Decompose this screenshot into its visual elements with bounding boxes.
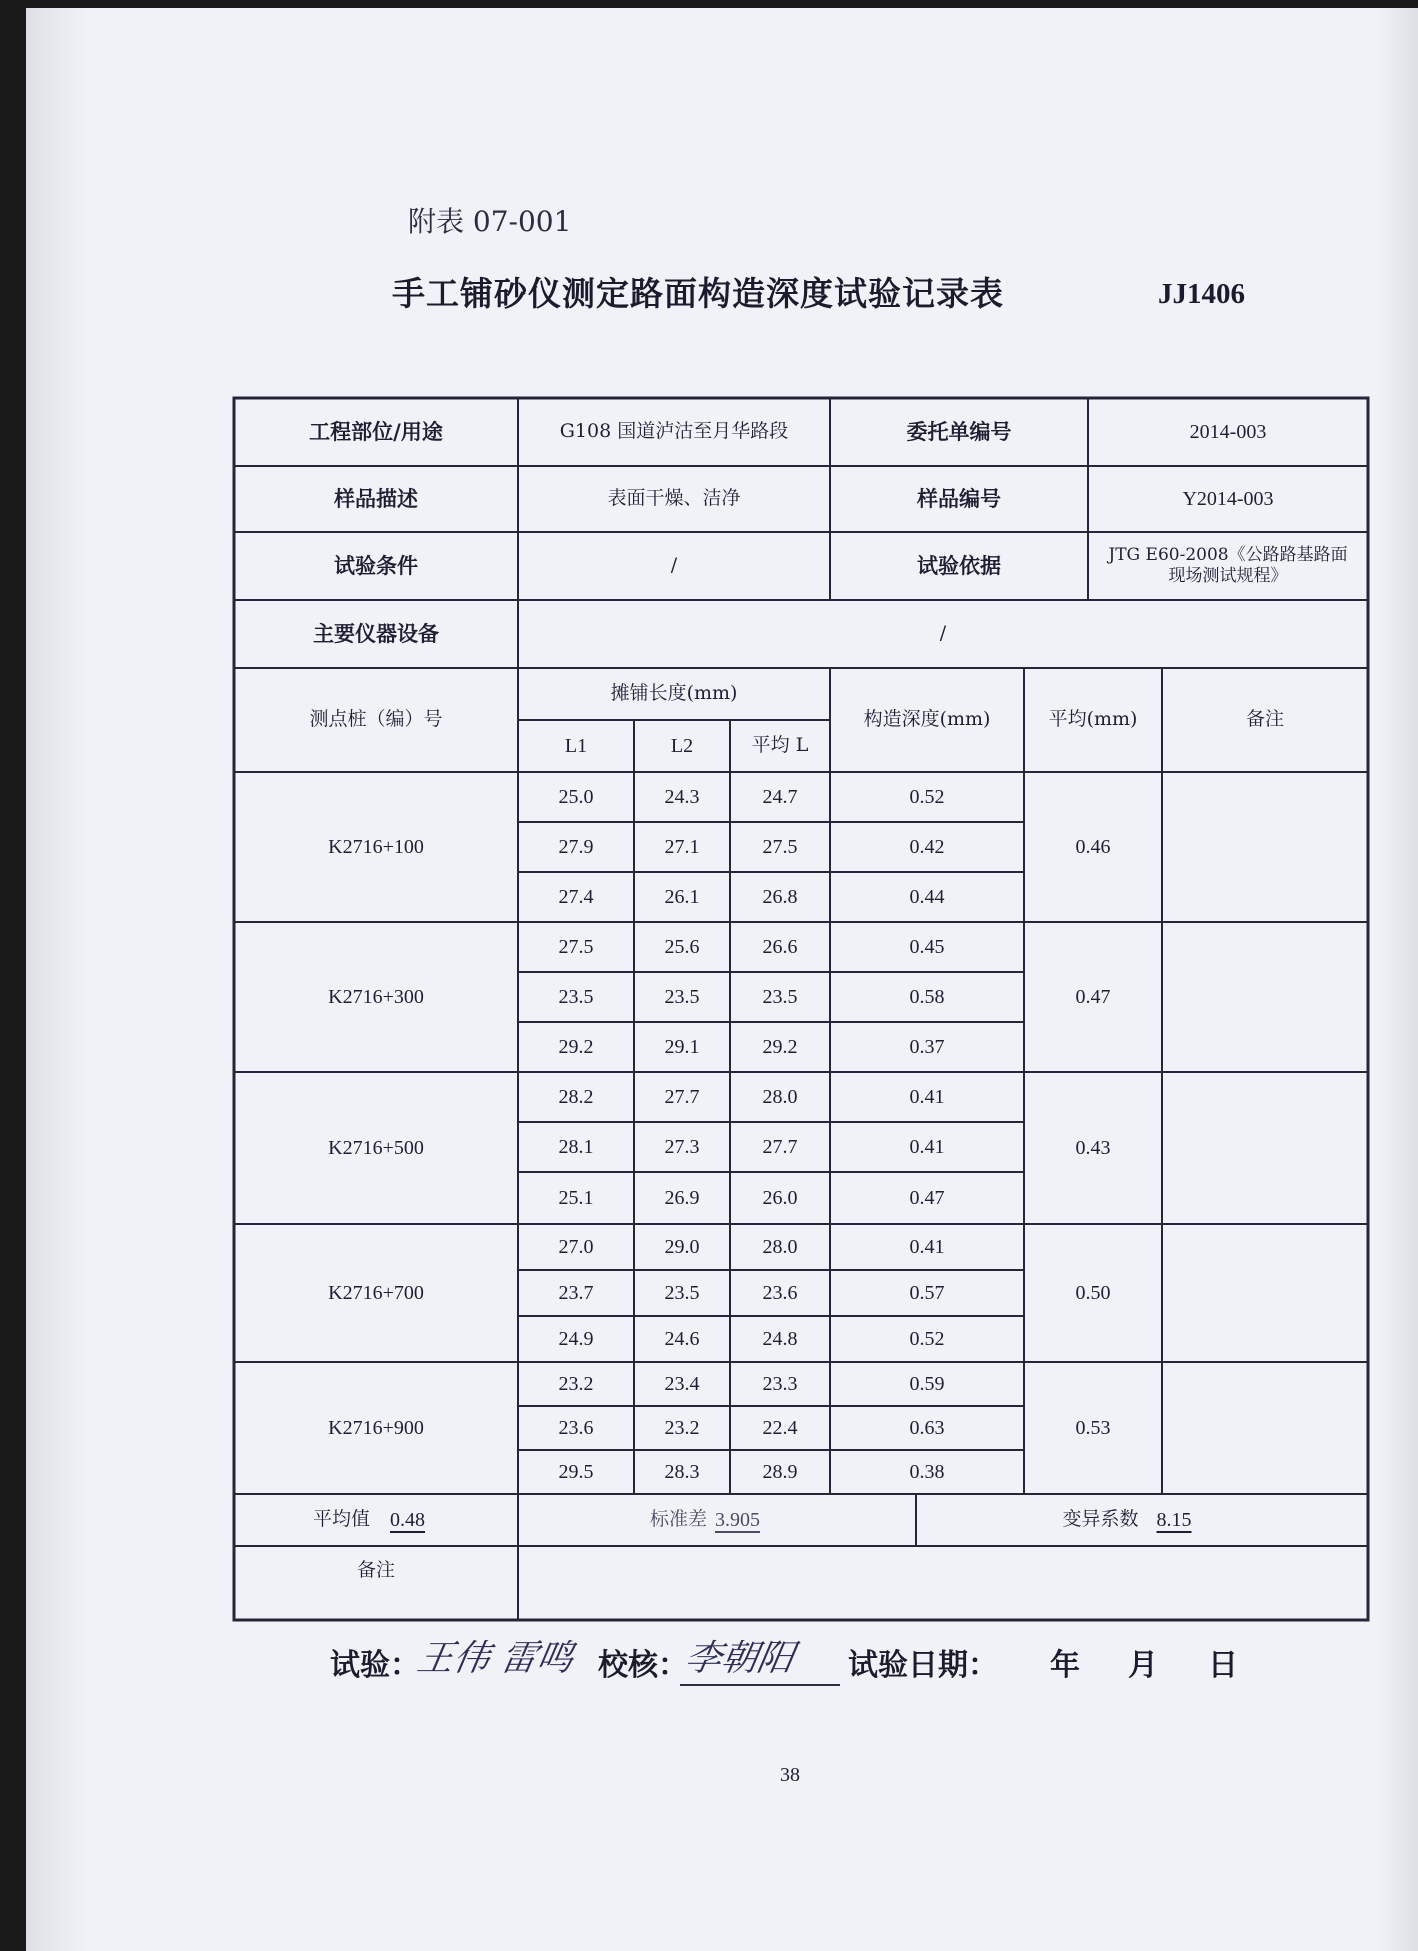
order-label: 委托单编号 — [906, 418, 1012, 444]
l2-value: 29.0 — [664, 1235, 700, 1258]
avg-l-value: 26.0 — [762, 1186, 798, 1209]
l2-value: 23.5 — [664, 1281, 700, 1304]
sample-no-value: Y2014-003 — [1182, 487, 1274, 510]
col-header-remark: 备注 — [1245, 708, 1284, 731]
page-number: 38 — [780, 1764, 800, 1786]
l2-value: 26.1 — [664, 885, 700, 908]
date-label: 试验日期： — [848, 1648, 998, 1683]
depth-value: 0.57 — [909, 1281, 945, 1304]
col-header-spread-length: 摊铺长度(mm) — [610, 682, 738, 705]
avg-l-value: 28.0 — [762, 1085, 798, 1108]
l1-value: 27.4 — [558, 885, 594, 908]
page-edge — [26, 8, 86, 1951]
col-header-texture-depth: 构造深度(mm) — [863, 708, 991, 731]
depth-value: 0.38 — [909, 1460, 945, 1483]
depth-value: 0.52 — [909, 785, 945, 808]
appendix-number: 附表 07-001 — [408, 205, 572, 238]
depth-value: 0.47 — [909, 1186, 945, 1209]
l1-value: 29.5 — [558, 1460, 594, 1483]
bottom-remark-label: 备注 — [356, 1559, 395, 1582]
l1-value: 23.6 — [558, 1416, 594, 1439]
depth-value: 0.59 — [909, 1372, 945, 1395]
l2-value: 24.3 — [664, 785, 700, 808]
depth-value: 0.58 — [909, 985, 945, 1008]
l2-value: 23.5 — [664, 985, 700, 1008]
avg-l-value: 28.9 — [762, 1460, 798, 1483]
depth-value: 0.63 — [909, 1416, 945, 1439]
l1-value: 28.1 — [558, 1135, 594, 1158]
group-average: 0.47 — [1075, 985, 1111, 1008]
col-header-l1: L1 — [564, 734, 588, 757]
std-value: 3.905 — [715, 1508, 760, 1531]
l1-value: 23.2 — [558, 1372, 594, 1395]
depth-value: 0.52 — [909, 1327, 945, 1350]
order-value: 2014-003 — [1189, 420, 1267, 443]
avg-l-value: 24.7 — [762, 785, 798, 808]
equipment-value: / — [939, 622, 947, 645]
col-header-station: 测点桩（编）号 — [309, 708, 443, 731]
check-signature: 李朝阳 — [681, 1638, 798, 1679]
mean-label: 平均值 — [312, 1508, 370, 1531]
avg-l-value: 23.6 — [762, 1281, 798, 1304]
col-header-l2: L2 — [670, 734, 694, 757]
l1-value: 28.2 — [558, 1085, 594, 1108]
l2-value: 24.6 — [664, 1327, 700, 1350]
depth-value: 0.41 — [909, 1135, 945, 1158]
sample-desc-value: 表面干燥、洁净 — [607, 487, 741, 510]
condition-label: 试验条件 — [334, 552, 418, 578]
l1-value: 25.0 — [558, 785, 594, 808]
avg-l-value: 23.3 — [762, 1372, 798, 1395]
basis-value-line1: JTG E60-2008《公路路基路面 — [1108, 544, 1348, 565]
date-year: 年 — [1050, 1648, 1080, 1683]
depth-value: 0.44 — [909, 885, 945, 908]
station-cell: K2716+900 — [328, 1416, 424, 1439]
l2-value: 27.3 — [664, 1135, 700, 1158]
l2-value: 28.3 — [664, 1460, 700, 1483]
basis-value-line2: 现场测试规程》 — [1168, 566, 1288, 586]
l2-value: 27.7 — [664, 1085, 700, 1108]
mean-summary — [234, 1494, 518, 1546]
form-code: JJ1406 — [1158, 278, 1245, 310]
l2-value: 26.9 — [664, 1186, 700, 1209]
date-month: 月 — [1128, 1648, 1158, 1683]
depth-value: 0.41 — [909, 1235, 945, 1258]
avg-l-value: 28.0 — [762, 1235, 798, 1258]
std-label: 标准差 — [649, 1508, 707, 1531]
l1-value: 23.7 — [558, 1281, 594, 1304]
l1-value: 29.2 — [558, 1035, 594, 1058]
avg-l-value: 24.8 — [762, 1327, 798, 1350]
group-average: 0.53 — [1075, 1416, 1111, 1439]
mean-value: 0.48 — [390, 1508, 425, 1531]
station-cell: K2716+100 — [328, 835, 424, 858]
avg-l-value: 27.7 — [762, 1135, 798, 1158]
cv-summary — [916, 1494, 1368, 1546]
avg-l-value: 22.4 — [762, 1416, 798, 1439]
avg-l-value: 27.5 — [762, 835, 798, 858]
condition-value: / — [670, 554, 678, 577]
check-signature-line — [680, 1684, 840, 1686]
test-label: 试验： — [330, 1648, 420, 1683]
station-cell: K2716+500 — [328, 1136, 424, 1159]
avg-l-value: 26.8 — [762, 885, 798, 908]
col-header-avg-l: 平均 L — [751, 734, 809, 757]
cv-value: 8.15 — [1156, 1508, 1192, 1531]
group-average: 0.50 — [1075, 1281, 1111, 1304]
l1-value: 27.9 — [558, 835, 594, 858]
std-summary — [518, 1494, 916, 1546]
sample-no-label: 样品编号 — [917, 485, 1001, 511]
test-signature: 王伟 雷鸣 — [413, 1638, 577, 1679]
page-shadow — [1378, 8, 1418, 1951]
check-label: 校核： — [598, 1648, 688, 1683]
l1-value: 23.5 — [558, 985, 594, 1008]
group-average: 0.43 — [1075, 1136, 1111, 1159]
depth-value: 0.37 — [909, 1035, 945, 1058]
cv-label: 变异系数 — [1062, 1508, 1139, 1531]
group-average: 0.46 — [1075, 835, 1111, 858]
l1-value: 25.1 — [558, 1186, 594, 1209]
project-value: G108 国道泸沽至月华路段 — [559, 420, 789, 443]
depth-value: 0.45 — [909, 935, 945, 958]
l2-value: 29.1 — [664, 1035, 700, 1058]
avg-l-value: 29.2 — [762, 1035, 798, 1058]
station-cell: K2716+300 — [328, 985, 424, 1008]
avg-l-value: 23.5 — [762, 985, 798, 1008]
date-day: 日 — [1208, 1648, 1238, 1683]
l1-value: 27.5 — [558, 935, 594, 958]
basis-label: 试验依据 — [917, 552, 1001, 578]
l1-value: 24.9 — [558, 1327, 594, 1350]
depth-value: 0.42 — [909, 835, 945, 858]
l2-value: 23.4 — [664, 1372, 700, 1395]
avg-l-value: 26.6 — [762, 935, 798, 958]
station-cell: K2716+700 — [328, 1281, 424, 1304]
l2-value: 27.1 — [664, 835, 700, 858]
basis-value — [1088, 532, 1368, 600]
depth-value: 0.41 — [909, 1085, 945, 1108]
col-header-average: 平均(mm) — [1048, 708, 1138, 731]
sample-desc-label: 样品描述 — [334, 485, 418, 511]
l2-value: 23.2 — [664, 1416, 700, 1439]
form-title: 手工铺砂仪测定路面构造深度试验记录表 — [392, 274, 1004, 313]
l2-value: 25.6 — [664, 935, 700, 958]
project-label: 工程部位/用途 — [309, 418, 443, 444]
equipment-label: 主要仪器设备 — [313, 620, 439, 646]
l1-value: 27.0 — [558, 1235, 594, 1258]
